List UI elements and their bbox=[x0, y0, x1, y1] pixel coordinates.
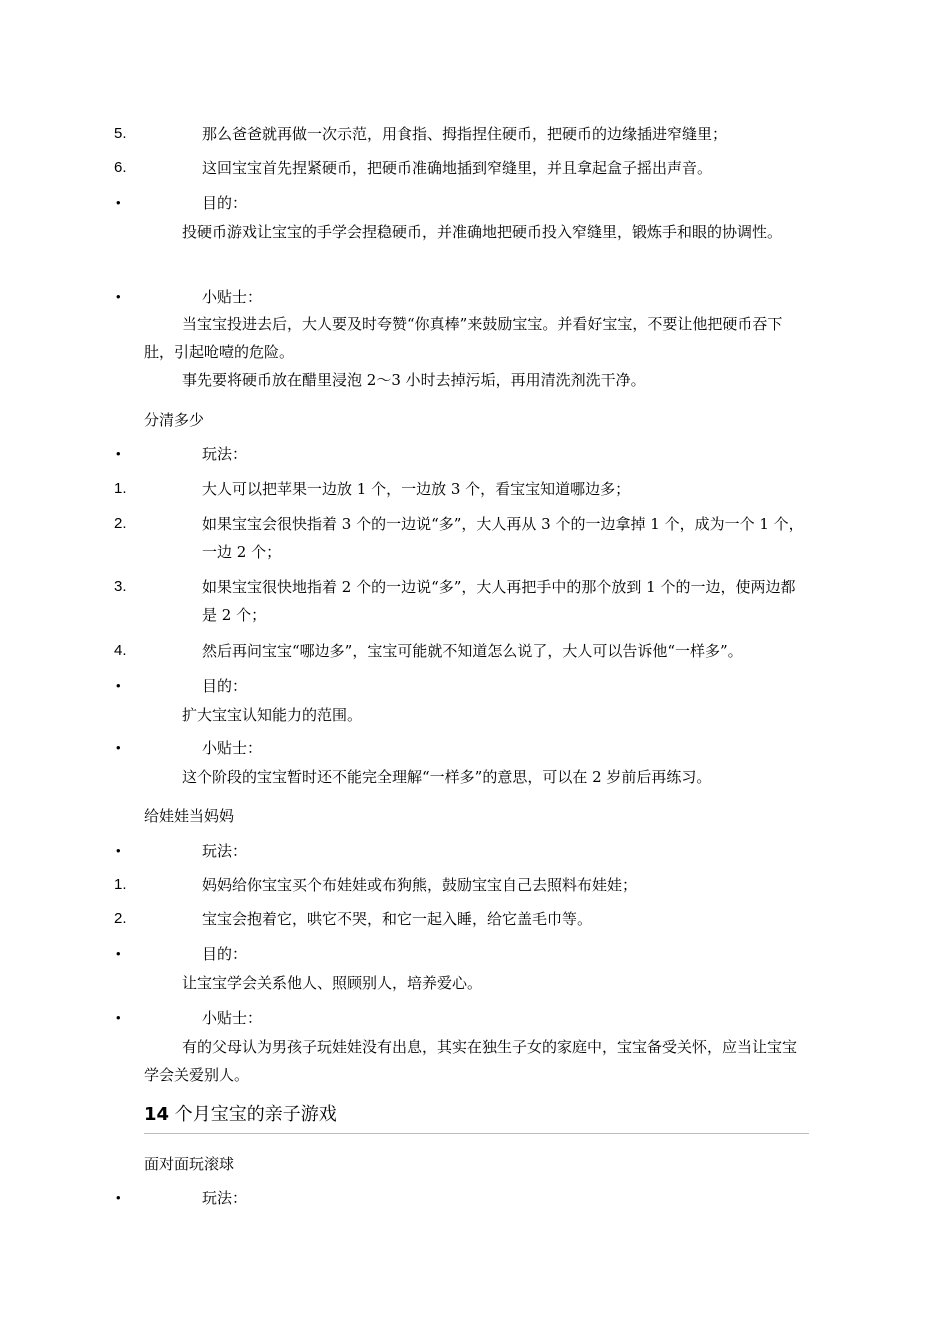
bullet-icon: • bbox=[116, 843, 121, 858]
list-item-text: 这回宝宝首先捏紧硬币，把硬币准确地插到窄缝里，并且拿起盒子摇出声音。 bbox=[202, 159, 713, 177]
tips-text: 当宝宝投进去后，大人要及时夸赞“你真棒”来鼓励宝宝。并看好宝宝，不要让他把硬币吞下肚，引起呛噎的危险。 bbox=[144, 315, 783, 361]
bullet-icon: • bbox=[116, 446, 121, 461]
tips-label: 小贴士： bbox=[202, 739, 263, 757]
list-number: 1. bbox=[114, 480, 127, 497]
list-item-text: 如果宝宝会很快指着 3 个的一边说“多”，大人再从 3 个的一边拿掉 1 个，成为一个 1 个，一边 2 个； bbox=[202, 515, 804, 561]
game-title: 分清多少 bbox=[144, 411, 205, 429]
bullet-icon: • bbox=[116, 740, 121, 755]
list-number: 2. bbox=[114, 910, 127, 927]
list-item-text: 如果宝宝很快地指着 2 个的一边说“多”，大人再把手中的那个放到 1 个的一边，使两边都是 2 个； bbox=[202, 578, 796, 624]
list-item-text: 然后再问宝宝“哪边多”，宝宝可能就不知道怎么说了，大人可以告诉他“一样多”。 bbox=[202, 642, 743, 660]
list-number: 4. bbox=[114, 642, 127, 659]
purpose-label: 目的： bbox=[202, 945, 248, 963]
purpose-text: 扩大宝宝认知能力的范围。 bbox=[182, 706, 363, 724]
game-title: 面对面玩滚球 bbox=[144, 1155, 235, 1173]
list-number: 5. bbox=[114, 125, 127, 142]
list-number: 2. bbox=[114, 515, 127, 532]
tips-label: 小贴士： bbox=[202, 288, 263, 306]
tips-text: 事先要将硬币放在醋里浸泡 2～3 小时去掉污垢，再用清洗剂洗干净。 bbox=[182, 371, 646, 389]
list-item-text: 宝宝会抱着它，哄它不哭，和它一起入睡，给它盖毛巾等。 bbox=[202, 910, 593, 928]
purpose-label: 目的： bbox=[202, 194, 248, 212]
list-item-text-wrap bbox=[144, 510, 808, 566]
play-label: 玩法： bbox=[202, 445, 248, 463]
list-item bbox=[0, 510, 950, 566]
bullet-icon: • bbox=[116, 678, 121, 693]
play-label: 玩法： bbox=[202, 1189, 248, 1207]
list-item-text: 那么爸爸就再做一次示范，用食指、拇指捏住硬币，把硬币的边缘插进窄缝里； bbox=[202, 125, 728, 143]
heading-number: 14 bbox=[144, 1104, 170, 1125]
bullet-icon: • bbox=[116, 1010, 121, 1025]
bullet-icon: • bbox=[116, 195, 121, 210]
purpose-text: 让宝宝学会关系他人、照顾别人，培养爱心。 bbox=[182, 974, 483, 992]
game-title: 给娃娃当妈妈 bbox=[144, 807, 235, 825]
tips-text: 这个阶段的宝宝暂时还不能完全理解“一样多”的意思，可以在 2 岁前后再练习。 bbox=[182, 768, 712, 786]
list-item bbox=[0, 573, 950, 629]
list-number: 3. bbox=[114, 578, 127, 595]
tips-text: 有的父母认为男孩子玩娃娃没有出息，其实在独生子女的家庭中，宝宝备受关怀，应当让宝宝学会关爱别人。 bbox=[144, 1038, 798, 1084]
list-number: 6. bbox=[114, 159, 127, 176]
purpose-text: 投硬币游戏让宝宝的手学会捏稳硬币，并准确地把硬币投入窄缝里，锻炼手和眼的协调性。 bbox=[182, 223, 783, 241]
bullet-icon: • bbox=[116, 289, 121, 304]
tips-label: 小贴士： bbox=[202, 1009, 263, 1027]
list-item-text-wrap bbox=[144, 573, 808, 629]
purpose-label: 目的： bbox=[202, 677, 248, 695]
section-heading bbox=[144, 1103, 337, 1127]
list-item-text: 大人可以把苹果一边放 1 个，一边放 3 个，看宝宝知道哪边多； bbox=[202, 480, 631, 498]
list-item-text: 妈妈给你宝宝买个布娃娃或布狗熊，鼓励宝宝自己去照料布娃娃； bbox=[202, 876, 638, 894]
bullet-icon: • bbox=[116, 1190, 121, 1205]
list-number: 1. bbox=[114, 876, 127, 893]
bullet-icon: • bbox=[116, 946, 121, 961]
heading-text: 个月宝宝的亲子游戏 bbox=[169, 1104, 337, 1125]
heading-divider bbox=[144, 1133, 809, 1134]
play-label: 玩法： bbox=[202, 842, 248, 860]
